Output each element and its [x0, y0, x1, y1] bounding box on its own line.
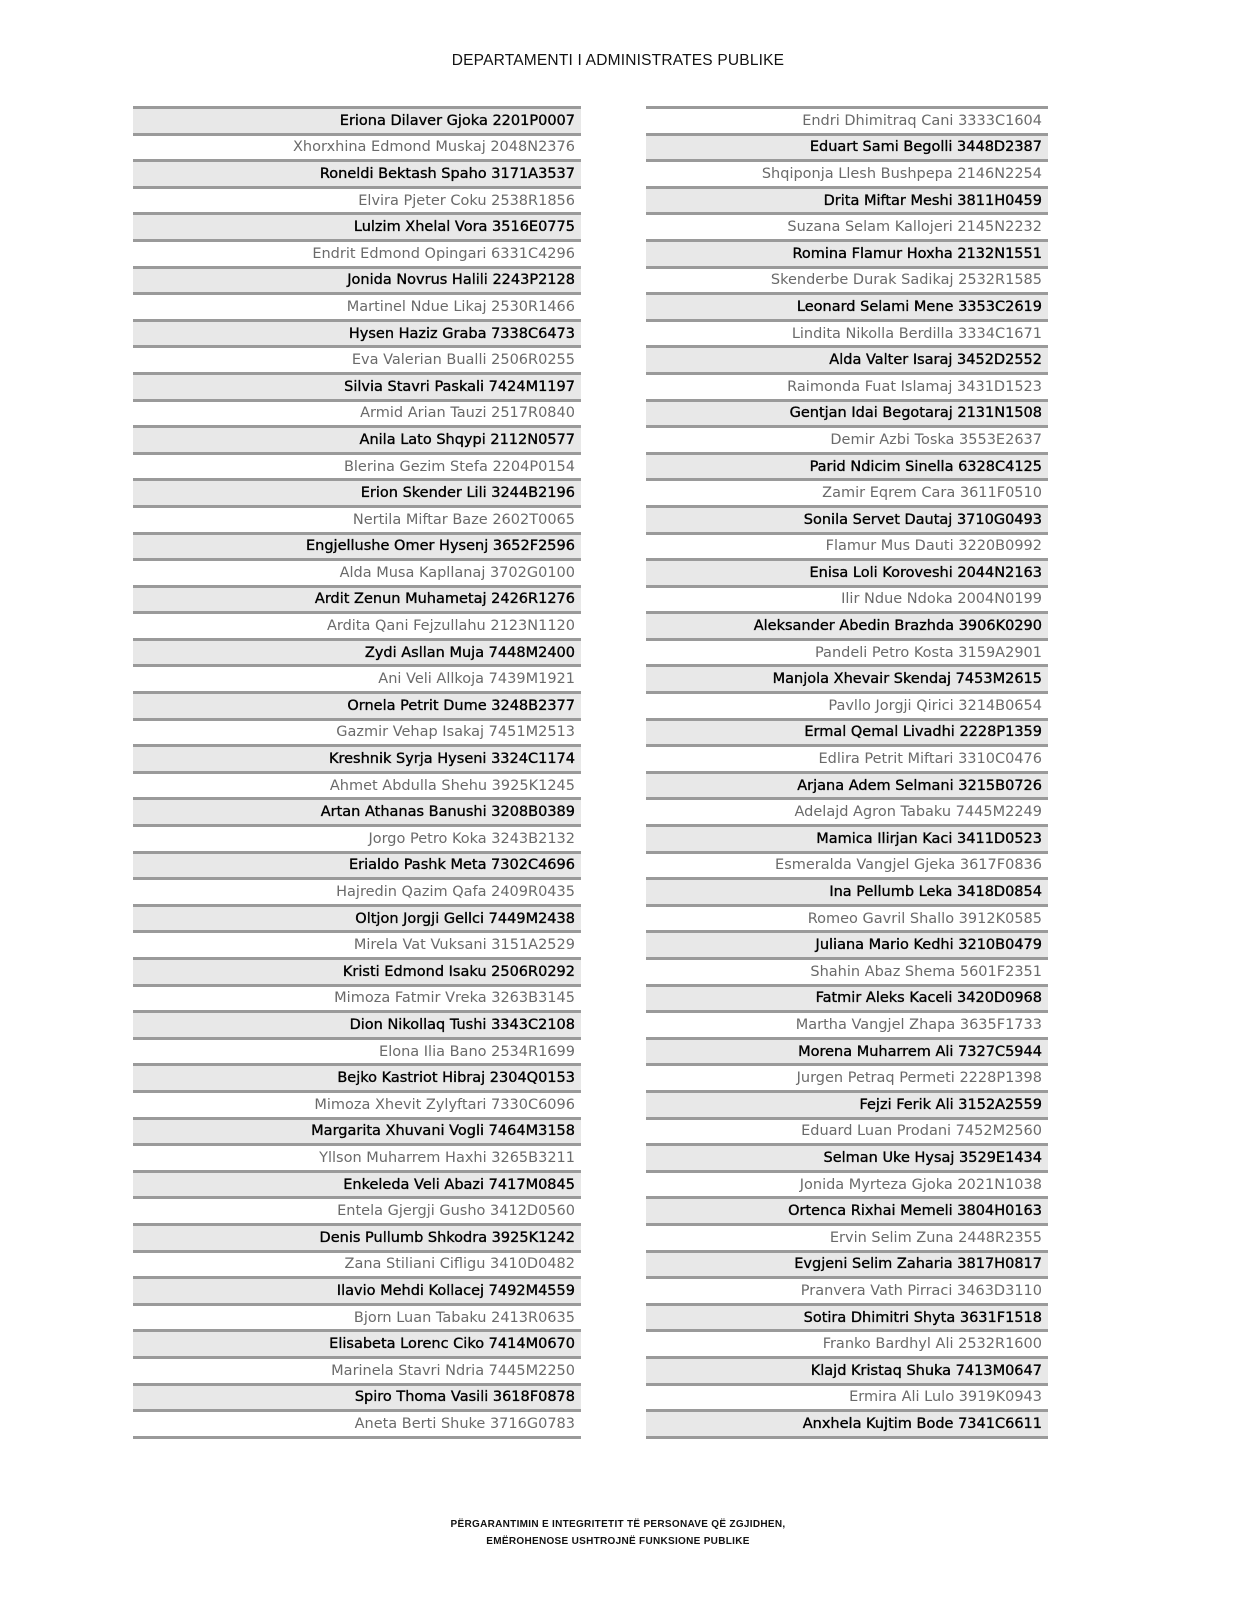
list-item: Jonida Myrteza Gjoka 2021N1038	[646, 1173, 1048, 1200]
list-item: Fatmir Aleks Kaceli 3420D0968	[646, 987, 1048, 1014]
list-item: Ani Veli Allkoja 7439M1921	[133, 667, 581, 694]
list-item: Sonila Servet Dautaj 3710G0493	[646, 508, 1048, 535]
list-item: Eduard Luan Prodani 7452M2560	[646, 1120, 1048, 1147]
list-item: Ina Pellumb Leka 3418D0854	[646, 880, 1048, 907]
list-item: Dion Nikollaq Tushi 3343C2108	[133, 1013, 581, 1040]
list-item: Romeo Gavril Shallo 3912K0585	[646, 907, 1048, 934]
list-item: Drita Miftar Meshi 3811H0459	[646, 189, 1048, 216]
list-item: Flamur Mus Dauti 3220B0992	[646, 535, 1048, 562]
list-item: Arjana Adem Selmani 3215B0726	[646, 774, 1048, 801]
list-item: Shahin Abaz Shema 5601F2351	[646, 960, 1048, 987]
list-item: Shqiponja Llesh Bushpepa 2146N2254	[646, 162, 1048, 189]
list-item: Ornela Petrit Dume 3248B2377	[133, 694, 581, 721]
list-item: Suzana Selam Kallojeri 2145N2232	[646, 215, 1048, 242]
list-item: Eduart Sami Begolli 3448D2387	[646, 136, 1048, 163]
list-item: Eriona Dilaver Gjoka 2201P0007	[133, 109, 581, 136]
list-item: Hysen Haziz Graba 7338C6473	[133, 322, 581, 349]
list-item: Pandeli Petro Kosta 3159A2901	[646, 641, 1048, 668]
list-item: Jorgo Petro Koka 3243B2132	[133, 827, 581, 854]
list-item: Mirela Vat Vuksani 3151A2529	[133, 933, 581, 960]
list-item: Ermal Qemal Livadhi 2228P1359	[646, 721, 1048, 748]
list-item: Edlira Petrit Miftari 3310C0476	[646, 747, 1048, 774]
list-item: Oltjon Jorgji Gellci 7449M2438	[133, 907, 581, 934]
list-item: Jonida Novrus Halili 2243P2128	[133, 269, 581, 296]
list-item: Kreshnik Syrja Hyseni 3324C1174	[133, 747, 581, 774]
list-item: Ardita Qani Fejzullahu 2123N1120	[133, 614, 581, 641]
list-item: Pranvera Vath Pirraci 3463D3110	[646, 1279, 1048, 1306]
list-item: Anila Lato Shqypi 2112N0577	[133, 428, 581, 455]
list-item: Marinela Stavri Ndria 7445M2250	[133, 1359, 581, 1386]
list-item: Martha Vangjel Zhapa 3635F1733	[646, 1013, 1048, 1040]
list-item: Ardit Zenun Muhametaj 2426R1276	[133, 588, 581, 615]
list-item: Morena Muharrem Ali 7327C5944	[646, 1040, 1048, 1067]
list-item: Mimoza Fatmir Vreka 3263B3145	[133, 987, 581, 1014]
list-item: Zamir Eqrem Cara 3611F0510	[646, 481, 1048, 508]
list-item: Artan Athanas Banushi 3208B0389	[133, 800, 581, 827]
list-item: Ahmet Abdulla Shehu 3925K1245	[133, 774, 581, 801]
list-item: Alda Valter Isaraj 3452D2552	[646, 348, 1048, 375]
list-item: Skenderbe Durak Sadikaj 2532R1585	[646, 269, 1048, 296]
list-item: Zana Stiliani Cifligu 3410D0482	[133, 1253, 581, 1280]
list-item: Denis Pullumb Shkodra 3925K1242	[133, 1226, 581, 1253]
left-name-list	[133, 106, 581, 1439]
list-item: Roneldi Bektash Spaho 3171A3537	[133, 162, 581, 189]
list-item: Engjellushe Omer Hysenj 3652F2596	[133, 535, 581, 562]
list-item: Spiro Thoma Vasili 3618F0878	[133, 1386, 581, 1413]
list-item: Enkeleda Veli Abazi 7417M0845	[133, 1173, 581, 1200]
list-item: Lindita Nikolla Berdilla 3334C1671	[646, 322, 1048, 349]
list-item: Margarita Xhuvani Vogli 7464M3158	[133, 1120, 581, 1147]
list-item: Kristi Edmond Isaku 2506R0292	[133, 960, 581, 987]
list-item: Evgjeni Selim Zaharia 3817H0817	[646, 1253, 1048, 1280]
list-item: Entela Gjergji Gusho 3412D0560	[133, 1199, 581, 1226]
list-item: Mimoza Xhevit Zylyftari 7330C6096	[133, 1093, 581, 1120]
list-item: Demir Azbi Toska 3553E2637	[646, 428, 1048, 455]
list-item: Armid Arian Tauzi 2517R0840	[133, 402, 581, 429]
list-item: Juliana Mario Kedhi 3210B0479	[646, 933, 1048, 960]
list-item: Bjorn Luan Tabaku 2413R0635	[133, 1306, 581, 1333]
list-item: Ilavio Mehdi Kollacej 7492M4559	[133, 1279, 581, 1306]
list-item: Ervin Selim Zuna 2448R2355	[646, 1226, 1048, 1253]
list-item: Anxhela Kujtim Bode 7341C6611	[646, 1412, 1048, 1439]
list-item: Aneta Berti Shuke 3716G0783	[133, 1412, 581, 1439]
list-item: Ermira Ali Lulo 3919K0943	[646, 1386, 1048, 1413]
list-item: Gazmir Vehap Isakaj 7451M2513	[133, 721, 581, 748]
list-item: Zydi Asllan Muja 7448M2400	[133, 641, 581, 668]
list-item: Aleksander Abedin Brazhda 3906K0290	[646, 614, 1048, 641]
list-item: Enisa Loli Koroveshi 2044N2163	[646, 561, 1048, 588]
list-item: Martinel Ndue Likaj 2530R1466	[133, 295, 581, 322]
list-item: Bejko Kastriot Hibraj 2304Q0153	[133, 1066, 581, 1093]
list-item: Eva Valerian Bualli 2506R0255	[133, 348, 581, 375]
list-item: Ilir Ndue Ndoka 2004N0199	[646, 588, 1048, 615]
list-item: Ortenca Rixhai Memeli 3804H0163	[646, 1199, 1048, 1226]
list-item: Parid Ndicim Sinella 6328C4125	[646, 455, 1048, 482]
list-item: Raimonda Fuat Islamaj 3431D1523	[646, 375, 1048, 402]
list-item: Blerina Gezim Stefa 2204P0154	[133, 455, 581, 482]
list-item: Selman Uke Hysaj 3529E1434	[646, 1146, 1048, 1173]
list-item: Franko Bardhyl Ali 2532R1600	[646, 1332, 1048, 1359]
list-item: Endrit Edmond Opingari 6331C4296	[133, 242, 581, 269]
list-item: Gentjan Idai Begotaraj 2131N1508	[646, 402, 1048, 429]
page-title: DEPARTAMENTI I ADMINISTRATES PUBLIKE	[451, 52, 785, 69]
list-item: Xhorxhina Edmond Muskaj 2048N2376	[133, 136, 581, 163]
list-item: Sotira Dhimitri Shyta 3631F1518	[646, 1306, 1048, 1333]
list-item: Romina Flamur Hoxha 2132N1551	[646, 242, 1048, 269]
list-item: Esmeralda Vangjel Gjeka 3617F0836	[646, 854, 1048, 881]
list-item: Mamica Ilirjan Kaci 3411D0523	[646, 827, 1048, 854]
list-item: Leonard Selami Mene 3353C2619	[646, 295, 1048, 322]
list-item: Manjola Xhevair Skendaj 7453M2615	[646, 667, 1048, 694]
list-item: Yllson Muharrem Haxhi 3265B3211	[133, 1146, 581, 1173]
list-item: Alda Musa Kapllanaj 3702G0100	[133, 561, 581, 588]
list-item: Silvia Stavri Paskali 7424M1197	[133, 375, 581, 402]
list-item: Elvira Pjeter Coku 2538R1856	[133, 189, 581, 216]
list-item: Nertila Miftar Baze 2602T0065	[133, 508, 581, 535]
list-item: Erion Skender Lili 3244B2196	[133, 481, 581, 508]
list-item: Pavllo Jorgji Qirici 3214B0654	[646, 694, 1048, 721]
footer-line-1: PËRGARANTIMIN E INTEGRITETIT TË PERSONAVE QË ZGJIDHEN,	[450, 1519, 786, 1530]
right-name-list	[646, 106, 1048, 1439]
footer	[0, 1516, 1236, 1550]
list-item: Elisabeta Lorenc Ciko 7414M0670	[133, 1332, 581, 1359]
list-item: Erialdo Pashk Meta 7302C4696	[133, 854, 581, 881]
list-item: Endri Dhimitraq Cani 3333C1604	[646, 109, 1048, 136]
list-item: Fejzi Ferik Ali 3152A2559	[646, 1093, 1048, 1120]
list-item: Jurgen Petraq Permeti 2228P1398	[646, 1066, 1048, 1093]
footer-line-2: EMËROHENOSE USHTROJNË FUNKSIONE PUBLIKE	[486, 1536, 750, 1547]
list-item: Adelajd Agron Tabaku 7445M2249	[646, 800, 1048, 827]
list-item: Hajredin Qazim Qafa 2409R0435	[133, 880, 581, 907]
list-item: Elona Ilia Bano 2534R1699	[133, 1040, 581, 1067]
list-item: Lulzim Xhelal Vora 3516E0775	[133, 215, 581, 242]
list-item: Klajd Kristaq Shuka 7413M0647	[646, 1359, 1048, 1386]
